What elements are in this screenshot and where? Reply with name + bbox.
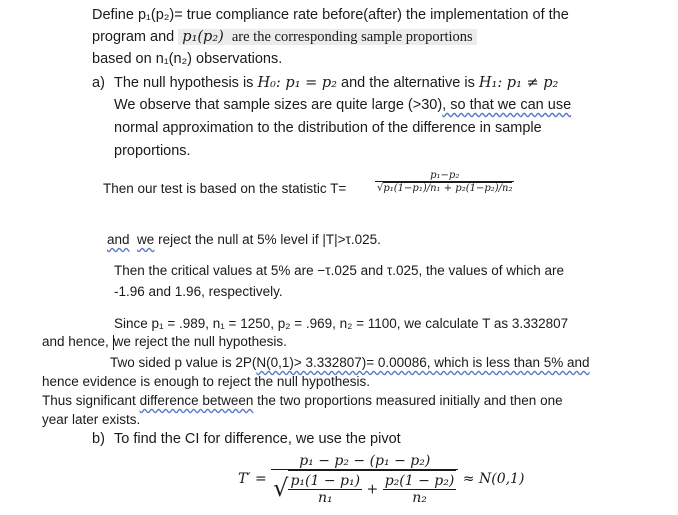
- hypothesis-mid: and the alternative is: [341, 75, 475, 91]
- pivot-rhs: ≈ N(0,1): [462, 471, 525, 487]
- reject-and: and: [107, 232, 130, 247]
- hence-line: [42, 333, 287, 351]
- critical-line-2: -1.96 and 1.96, respectively.: [114, 284, 283, 299]
- part-b-label: b): [92, 431, 105, 447]
- p-value-end: N(0,1)> 3.332807)= 0.00086, which is less than 5% and: [256, 355, 590, 370]
- reject-we: we: [137, 232, 155, 247]
- pivot-fraction: [271, 453, 458, 506]
- null-hypothesis: H₀: p₁ = p₂: [257, 75, 337, 91]
- part-a-label: a): [92, 75, 105, 91]
- ci-line: To find the CI for difference, we use the pivot: [114, 431, 401, 447]
- p-value-start: Two sided p value is 2P(: [110, 355, 257, 370]
- intro-line-2: [92, 28, 477, 46]
- pivot-formula: [238, 446, 524, 512]
- pivot-term-1: $\frac{\text{p₁(1 − p₁)}}{\text{n₁}}$: [290, 472, 361, 506]
- hypothesis-text: The null hypothesis is: [114, 75, 254, 91]
- intro-line-2-start: program and: [92, 29, 175, 45]
- conclusion-line-1: [42, 392, 563, 410]
- intro-line-2-highlight: [178, 29, 476, 45]
- conclusion-start: Thus significant: [42, 393, 136, 408]
- sample-size-line: [114, 96, 571, 114]
- statistic-numerator: p₁−p₂: [375, 170, 514, 182]
- pivot-numerator: p₁ − p₂ − (p₁ − p₂): [271, 453, 458, 470]
- pivot-lhs: T′ =: [238, 471, 267, 487]
- alt-hypothesis: H₁: p₁ ≠ p₂: [478, 75, 559, 91]
- conclusion-line-2: year later exists.: [42, 412, 141, 427]
- pivot-term-2: $\frac{\text{p₂(1 − p₂)}}{\text{n₂}}$: [384, 472, 455, 506]
- intro-line-1: Define p₁(p₂)= true compliance rate before(after) the implementation of the: [92, 7, 569, 23]
- since-line: Since p₁ = .989, n₁ = 1250, p₂ = .969, n₂ = 1100, we calculate T as 3.332807: [114, 316, 569, 331]
- statistic-formula: [375, 170, 514, 194]
- pivot-denominator: √ $\frac{\text{p₁(1 − p₁)}}{\text{n₁}}$ + $\frac{\text{p₂(1 − p₂)}}{\text{n₂}}$: [271, 470, 458, 506]
- hence-end: we reject the null hypothesis.: [113, 334, 287, 349]
- hat-p-expression: p₁(p₂): [182, 29, 224, 45]
- sample-size-text: We observe that sample sizes are quite large (>30): [114, 97, 443, 113]
- reject-rule-line: [107, 231, 381, 249]
- statistic-fraction: [375, 170, 514, 194]
- reject-rest: reject the null at 5% level if |T|>τ.025.: [158, 232, 381, 247]
- approx-line: normal approximation to the distribution of the difference in sample: [114, 120, 542, 136]
- p-value-line: [110, 354, 590, 372]
- pivot-plus: +: [366, 481, 379, 497]
- proportions-line: proportions.: [114, 143, 191, 159]
- sample-size-text-end: , so that we can use: [442, 97, 572, 113]
- hypothesis-line: [114, 74, 558, 92]
- statistic-denominator: √p₁(1−p₁)/n₁ + p₂(1−p₂)/n₂: [377, 182, 513, 194]
- intro-line-3: based on n₁(n₂) observations.: [92, 51, 283, 67]
- conclusion-end: the two proportions measured initially and then one: [253, 393, 563, 408]
- hence-start: and hence,: [42, 334, 109, 349]
- conclusion-underlined: difference between: [139, 393, 254, 408]
- statistic-text: Then our test is based on the statistic T=: [103, 181, 347, 196]
- evidence-line: hence evidence is enough to reject the null hypothesis.: [42, 374, 370, 389]
- intro-line-2-end: are the corresponding sample proportions: [231, 29, 473, 45]
- critical-line-1: Then the critical values at 5% are −τ.025 and τ.025, the values of which are: [114, 263, 565, 278]
